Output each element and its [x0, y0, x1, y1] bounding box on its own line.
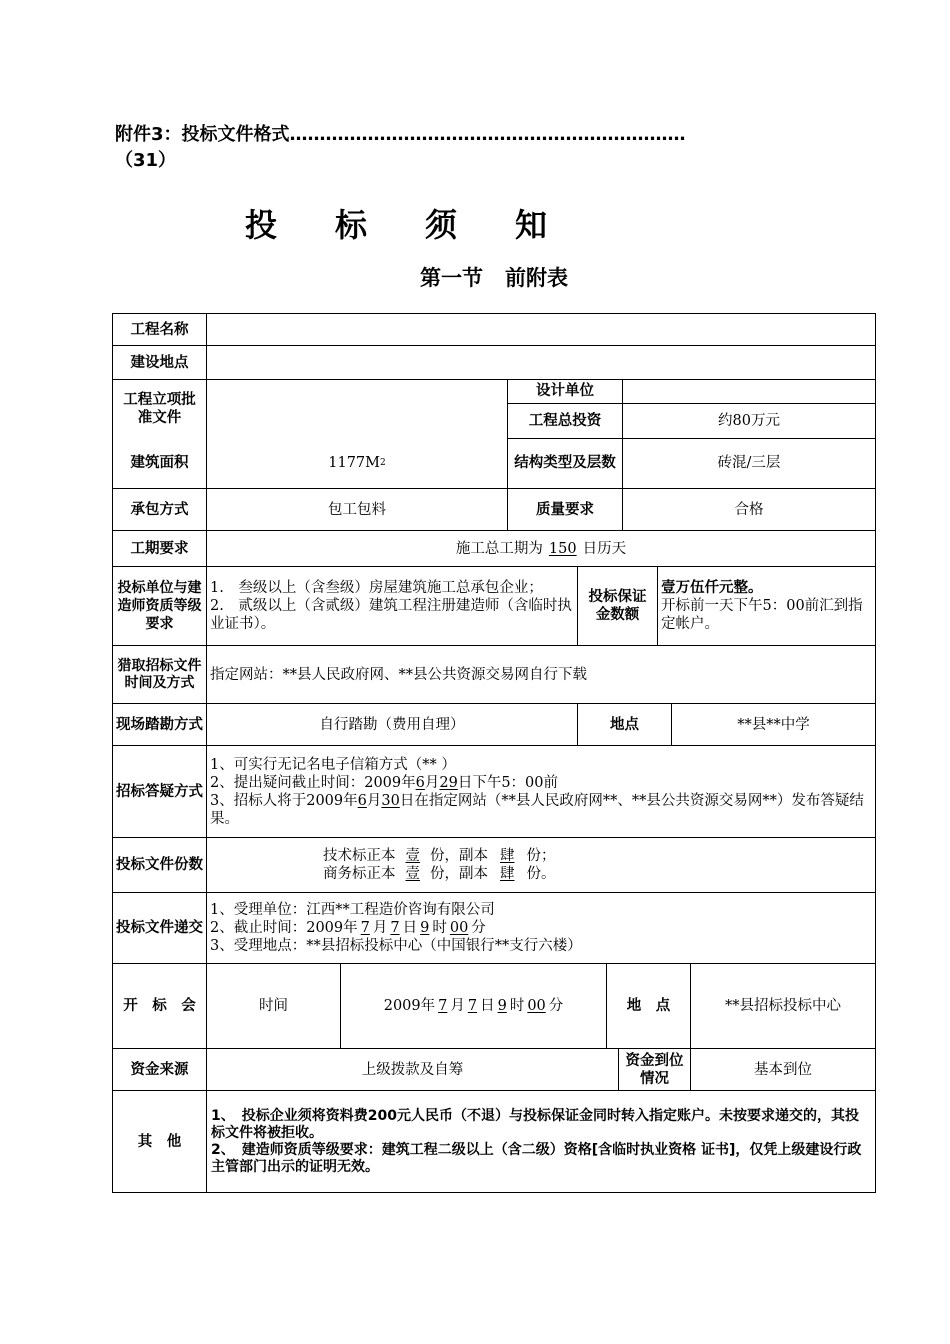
qualification-value [206, 567, 577, 645]
table-row [113, 745, 875, 837]
period-days: 150 [548, 540, 577, 557]
quality-value: 合格 [622, 489, 875, 530]
copies-text: 份。 [526, 866, 556, 882]
qa-text: 3、招标人将于2009年 [210, 792, 358, 809]
contract-label: 承包方式 [130, 501, 189, 518]
copies-original: 壹 [405, 848, 420, 864]
toc-label: 附件3：投标文件格式 [115, 124, 290, 145]
area-value [207, 439, 507, 488]
qualification-item: 1. 叁级以上（含叁级）房屋建筑施工总承包企业； [210, 580, 543, 596]
quality-label: 质量要求 [507, 489, 622, 530]
qa-item [210, 792, 872, 828]
fund-source-value: 上级拨款及自筹 [206, 1049, 618, 1090]
table-row [113, 837, 875, 892]
approval-area-values [206, 380, 507, 488]
table-row [113, 314, 875, 345]
other-item: 2、 建造师资质等级要求：建筑工程二级以上（含二级）资格[含临时执业资格 证书]，仅凭上级建设行政主管部门出示的证明无效。 [211, 1141, 862, 1175]
table-row [113, 379, 875, 488]
location-value [206, 346, 875, 379]
copies-text: 商务标正本 [323, 866, 396, 882]
title-char: 须 [425, 206, 458, 244]
qa-label: 招标答疑方式 [116, 783, 203, 800]
area-unit-superscript: 2 [380, 458, 386, 469]
table-row [113, 703, 875, 745]
obtain-value: 指定网站：**县人民政府网、**县公共资源交易网自行下载 [206, 646, 875, 703]
qa-value [206, 746, 875, 837]
qualification-label: 投标单位与建造师资质等级要求 [117, 580, 202, 632]
unit-hour: 时 [432, 920, 447, 936]
bond-note: 开标前一天下午5：00前汇到指定帐户。 [661, 598, 863, 632]
section-number: 第一节 [420, 266, 483, 290]
submit-item: 3、受理地点：**县招标投标中心（中国银行**支行六楼） [210, 938, 582, 954]
survey-place-label: 地点 [577, 704, 671, 745]
period-text: 施工总工期为 [455, 540, 543, 557]
qa-item [210, 774, 558, 792]
qa-text: 月 [424, 774, 440, 791]
structure-label: 结构类型及层数 [508, 438, 622, 488]
qualification-item: 2. 贰级以上（含贰级）建筑工程注册建造师（含临时执业证书）。 [210, 598, 572, 632]
submit-item [210, 919, 486, 937]
total-invest-value: 约80万元 [623, 403, 875, 438]
project-name-label: 工程名称 [130, 321, 189, 338]
section-title [0, 262, 950, 292]
open-day: 7 [467, 998, 478, 1014]
copies-text: 份； [526, 848, 556, 864]
toc-leader-dots: ………………………………………………………… [289, 124, 686, 145]
qa-text: 日在指定网站（**县人民政府网**、**县公共资源交易网**）发布答疑结果。 [210, 792, 864, 827]
other-item: 1、 投标企业须将资料费200元人民币（不退）与投标保证金同时转入指定账户。未按要求递交的，其投标文件将被拒收。 [211, 1107, 859, 1141]
design-unit-value [623, 380, 875, 403]
qa-day: 29 [439, 774, 458, 791]
title-char: 标 [335, 206, 368, 244]
bid-opening-label: 开 标 会 [123, 998, 196, 1014]
qa-text: 2、提出疑问截止时间：2009年 [210, 774, 416, 791]
copies-duplicate: 肆 [500, 848, 515, 864]
unit-minute: 分 [471, 920, 486, 936]
period-label: 工期要求 [130, 540, 189, 557]
title-char: 投 [245, 206, 278, 244]
area-label: 建筑面积 [130, 455, 189, 472]
obtain-label: 猎取招标文件时间及方式 [117, 657, 202, 691]
survey-place-value: **县**中学 [671, 704, 875, 745]
area-number: 1177M [328, 455, 380, 472]
fund-source-label: 资金来源 [130, 1061, 189, 1078]
approval-label: 工程立项批准文件 [123, 392, 196, 427]
open-place-value: **县招标投标中心 [690, 964, 875, 1048]
bond-amount: 壹万伍仟元整。 [661, 580, 763, 596]
unit-day: 日 [480, 998, 495, 1014]
toc-page-number: （31） [115, 150, 177, 171]
table-row [113, 488, 875, 530]
period-unit: 日历天 [582, 540, 627, 557]
open-year: 2009年 [383, 998, 436, 1014]
bond-label: 投标保证金数额 [577, 567, 657, 645]
unit-hour: 时 [509, 998, 525, 1014]
qa-text: 月 [366, 792, 382, 809]
contract-value: 包工包料 [206, 489, 507, 530]
qa-text: 日下午5：00前 [457, 774, 559, 791]
bid-info-table [112, 313, 876, 1193]
page-title [245, 200, 547, 246]
copies-text: 技术标正本 [323, 848, 396, 864]
design-values [622, 380, 875, 488]
copies-duplicate: 肆 [500, 866, 515, 882]
fund-status-value: 基本到位 [690, 1049, 875, 1090]
open-minute: 00 [527, 998, 546, 1014]
submit-value [206, 893, 875, 963]
location-label: 建设地点 [130, 354, 189, 371]
toc-entry [115, 122, 840, 174]
bond-value [657, 567, 875, 645]
copies-text: 份，副本 [430, 848, 488, 864]
submit-label: 投标文件递交 [116, 920, 203, 936]
table-row [113, 566, 875, 645]
unit-month: 月 [372, 920, 388, 936]
other-label: 其 他 [137, 1133, 182, 1150]
table-row [113, 345, 875, 379]
fund-status-label: 资金到位情况 [618, 1049, 690, 1090]
copies-label: 投标文件份数 [116, 857, 203, 873]
project-name-value [206, 314, 875, 345]
table-row [113, 1090, 875, 1192]
design-unit-label: 设计单位 [536, 383, 594, 400]
qa-day: 30 [381, 792, 400, 809]
submit-item: 1、受理单位：江西**工程造价咨询有限公司 [210, 902, 495, 918]
table-row [113, 1048, 875, 1090]
table-row [113, 892, 875, 963]
unit-minute: 分 [548, 998, 564, 1014]
table-row [113, 963, 875, 1048]
unit-month: 月 [450, 998, 465, 1014]
other-value [206, 1091, 875, 1192]
submit-month: 7 [360, 920, 370, 936]
submit-text: 2、截止时间：2009年 [210, 920, 358, 936]
total-invest-label: 工程总投资 [508, 403, 622, 438]
design-labels [507, 380, 622, 488]
copies-value [206, 838, 875, 892]
approval-area-labels [113, 380, 206, 488]
business-copies [323, 865, 556, 883]
qa-month: 6 [415, 774, 425, 791]
qa-month: 6 [357, 792, 367, 809]
open-place-label: 地 点 [606, 964, 690, 1048]
tech-copies [323, 847, 556, 865]
open-time-value [340, 964, 606, 1048]
table-row [113, 530, 875, 566]
open-hour: 9 [497, 998, 507, 1014]
open-time-label: 时间 [206, 964, 340, 1048]
table-row [113, 645, 875, 703]
qa-item: 1、可实行无记名电子信箱方式（** ） [210, 756, 456, 773]
copies-text: 份，副本 [430, 866, 488, 882]
open-month: 7 [438, 998, 448, 1014]
copies-original: 壹 [405, 866, 420, 882]
period-value [206, 531, 875, 566]
structure-value: 砖混/三层 [623, 438, 875, 488]
survey-value: 自行踏勘（费用自理） [206, 704, 577, 745]
section-name: 前附表 [505, 266, 568, 290]
approval-value [207, 380, 507, 439]
submit-minute: 00 [449, 920, 469, 936]
title-char: 知 [515, 206, 548, 244]
submit-hour: 9 [420, 920, 430, 936]
survey-label: 现场踏勘方式 [116, 716, 203, 733]
submit-day: 7 [390, 920, 400, 936]
unit-day: 日 [402, 920, 418, 936]
